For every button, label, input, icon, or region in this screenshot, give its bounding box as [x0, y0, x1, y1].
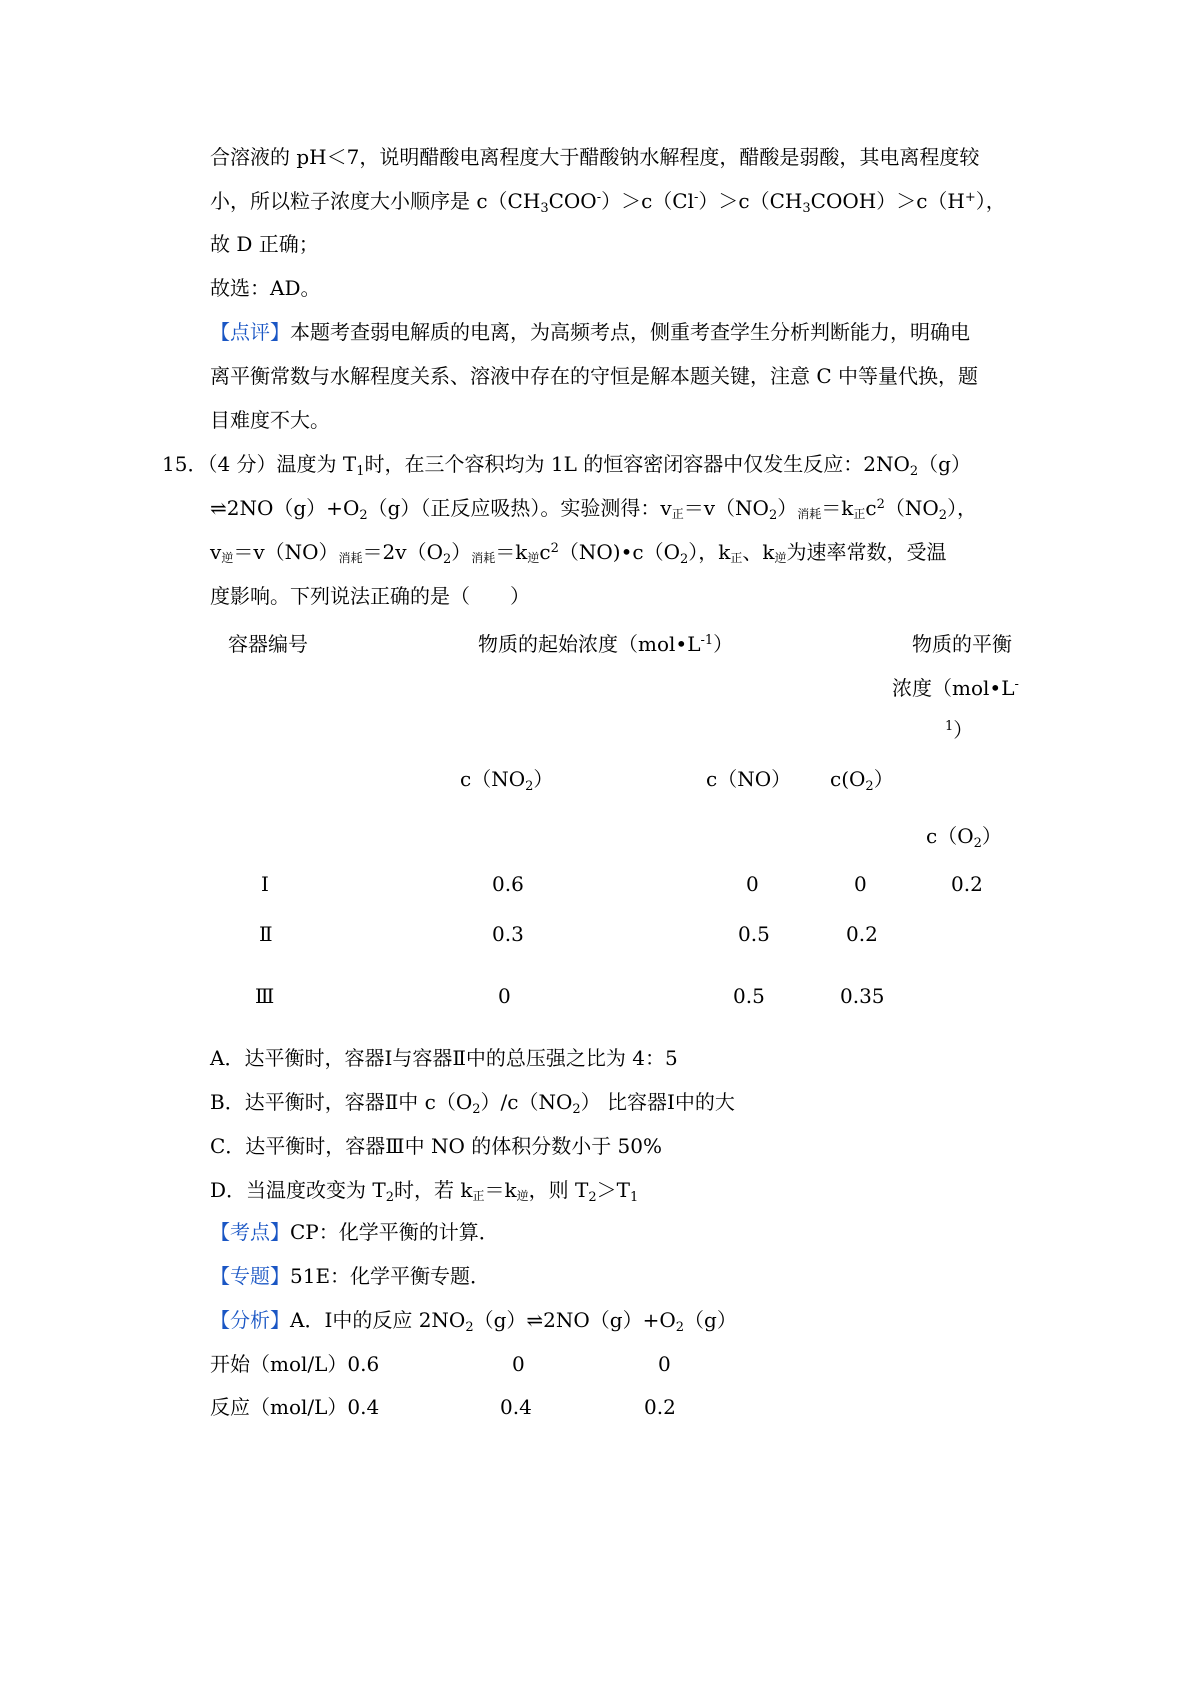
table-row-1-no2: 0.6 [492, 872, 524, 896]
subscript-label: 逆 [516, 1189, 529, 1203]
text: 浓度（mol•L [892, 676, 1015, 700]
subscript: 2 [768, 508, 778, 523]
text: （g）（正反应吸热）。实验测得：v [367, 496, 672, 520]
key-point-line [210, 1222, 1030, 1242]
subscript: 2 [572, 1102, 581, 1117]
subscript: 2 [909, 464, 919, 479]
text: c [865, 496, 877, 520]
text: ） [451, 540, 472, 564]
text: 合溶液的 pH＜7，说明醋酸电离程度大于醋酸钠水解程度，醋酸是弱酸，其电离程度较 [210, 145, 980, 169]
table-header-start-conc [478, 634, 733, 654]
subscript: 2 [938, 508, 948, 523]
subscript-label: 逆 [221, 551, 234, 565]
text: c（NO [460, 767, 526, 791]
subscript: 1 [356, 464, 365, 479]
subscript: 2 [385, 1190, 395, 1205]
text: ）， [975, 189, 1006, 213]
text: ） [981, 824, 1002, 848]
superscript: - [1014, 677, 1019, 692]
superscript: + [964, 190, 976, 205]
start-row-no: 0 [512, 1352, 525, 1376]
table-row-3-o2: 0.35 [840, 984, 885, 1008]
text: ＝2v（O [362, 540, 443, 564]
subscript: 2 [588, 1190, 597, 1205]
text: （NO)•c（O [558, 540, 680, 564]
text: 本题考查弱电解质的电离，为高频考点，侧重考查学生分析判断能力，明确电 [290, 320, 970, 344]
text: ） 比容器Ⅰ中的大 [580, 1090, 735, 1114]
subscript: 2 [525, 779, 534, 794]
start-row-o2: 0 [658, 1352, 671, 1376]
option-d [210, 1178, 1030, 1205]
text: （g）⇌2NO（g）+O [473, 1308, 676, 1332]
text: ＝v（NO [683, 496, 769, 520]
review-line-3 [210, 410, 1030, 430]
question-line-1 [162, 452, 982, 479]
text: 故 D 正确； [210, 232, 319, 256]
text: COO [548, 189, 597, 213]
text: ）＞c（Cl [601, 189, 695, 213]
text: ＝k [484, 1178, 517, 1202]
subscript: 2 [465, 1320, 474, 1335]
text: ＝k [495, 540, 528, 564]
col-header-no2 [460, 767, 554, 794]
subscript-label: 消耗 [338, 551, 363, 565]
table-row-3-no: 0.5 [733, 984, 765, 1008]
text: ，则 T [528, 1178, 589, 1202]
subscript: 2 [865, 779, 874, 794]
text: COOH）＞c（H [810, 189, 965, 213]
option-c: C．达平衡时，容器Ⅲ中 NO 的体积分数小于 50% [210, 1134, 663, 1158]
col-header-no: c（NO） [706, 767, 792, 791]
subscript: 2 [973, 836, 982, 851]
paragraph-line-2 [210, 189, 1030, 216]
table-row-1-eq-o2: 0.2 [951, 872, 983, 896]
text: D．当温度改变为 T [210, 1178, 386, 1202]
question-line-4 [210, 586, 1030, 606]
text: 小，所以粒子浓度大小顺序是 c（CH [210, 189, 541, 213]
table-header-eq-line-2 [892, 678, 1019, 698]
text: ）＞c（CH [698, 189, 803, 213]
paragraph-line-4 [210, 278, 1030, 298]
superscript: - [596, 190, 602, 205]
text: 51E：化学平衡专题． [290, 1264, 491, 1288]
table-row-3-no2: 0 [498, 984, 511, 1008]
text: ） [777, 496, 798, 520]
text: ⇌2NO（g）+O [210, 496, 360, 520]
superscript: -1 [700, 633, 714, 648]
table-row-1-o2: 0 [854, 872, 867, 896]
subscript: 3 [802, 201, 811, 216]
text: v [210, 540, 222, 564]
text: 目难度不大。 [210, 408, 330, 432]
paragraph-line-3 [210, 234, 1030, 254]
text: 为速率常数，受温 [786, 540, 947, 564]
text: ） [533, 767, 554, 791]
text: 、k [742, 540, 775, 564]
text: c（O [926, 824, 974, 848]
subscript: 2 [679, 552, 689, 567]
table-row-2-no: 0.5 [738, 922, 770, 946]
subscript-label: 消耗 [471, 551, 496, 565]
superscript: 2 [876, 497, 885, 512]
analysis-line [210, 1308, 1030, 1335]
topic-tag: 【专题】 [210, 1264, 290, 1288]
text: 离平衡常数与水解程度关系、溶液中存在的守恒是解本题关键，注意 C 中等量代换，题 [210, 364, 979, 388]
table-row-3-id: Ⅲ [255, 984, 275, 1008]
text: ）/c（NO [480, 1090, 573, 1114]
table-header-eq-line-1: 物质的平衡 [912, 632, 1012, 656]
react-row-no: 0.4 [500, 1395, 532, 1419]
key-point-tag: 【考点】 [210, 1220, 290, 1244]
col-header-o2 [830, 767, 894, 794]
superscript: - [694, 190, 699, 205]
text: ） [873, 767, 894, 791]
table-header-eq-line-3 [945, 720, 973, 740]
superscript: 2 [550, 541, 559, 556]
table-row-2-no2: 0.3 [492, 922, 524, 946]
subscript: 3 [540, 201, 549, 216]
subscript: 1 [629, 1190, 639, 1205]
start-row-label: 开始（mol/L）0.6 [210, 1352, 380, 1376]
table-row-1-id: Ⅰ [261, 872, 269, 896]
analysis-tag: 【分析】 [210, 1308, 290, 1332]
text: ），k [688, 540, 731, 564]
subscript-label: 消耗 [797, 507, 822, 521]
text: ）， [947, 496, 978, 520]
text: （g） [918, 452, 971, 476]
text: 度影响。下列说法正确的是（ ） [210, 584, 530, 608]
table-header-container: 容器编号 [228, 632, 308, 656]
subscript-label: 逆 [774, 551, 787, 565]
subscript-label: 正 [472, 1189, 485, 1203]
topic-line [210, 1266, 1030, 1286]
text: 时，若 k [394, 1178, 473, 1202]
review-line-1 [210, 322, 1030, 342]
text: A．Ⅰ中的反应 2NO [290, 1308, 466, 1332]
text: （NO [884, 496, 939, 520]
text: （g） [684, 1308, 737, 1332]
subscript: 2 [472, 1102, 481, 1117]
review-line-2 [210, 366, 1030, 386]
react-row-o2: 0.2 [644, 1395, 676, 1419]
subscript-label: 正 [853, 507, 866, 521]
table-row-2-id: Ⅱ [259, 922, 273, 946]
table-row-2-o2: 0.2 [846, 922, 878, 946]
text: ） [713, 632, 734, 656]
text: c(O [830, 767, 866, 791]
text: 物质的起始浓度（mol•L [478, 632, 701, 656]
text: ＝v（NO） [233, 540, 339, 564]
superscript: 1 [945, 719, 954, 734]
text: B．达平衡时，容器Ⅱ中 c（O [210, 1090, 473, 1114]
subscript-label: 逆 [527, 551, 540, 565]
text: ） [953, 718, 974, 742]
question-number: 15．（4 分）温度为 T [162, 452, 357, 476]
subscript-label: 正 [730, 551, 743, 565]
text: CP：化学平衡的计算． [290, 1220, 499, 1244]
question-line-3 [210, 540, 1030, 567]
text: ＝k [821, 496, 854, 520]
option-a: A．达平衡时，容器Ⅰ与容器Ⅱ中的总压强之比为 4：5 [210, 1046, 678, 1070]
table-row-1-no: 0 [746, 872, 759, 896]
col-header-eq-o2 [926, 824, 1002, 851]
paragraph-line-1 [210, 147, 1030, 167]
option-b [210, 1090, 1030, 1117]
text: c [539, 540, 551, 564]
react-row-label: 反应（mol/L）0.4 [210, 1395, 380, 1419]
text: 故选：AD。 [210, 276, 321, 300]
subscript-label: 正 [671, 507, 684, 521]
subscript: 2 [442, 552, 452, 567]
subscript: 2 [359, 508, 368, 523]
question-line-2 [210, 496, 1030, 523]
text: ＞T [596, 1178, 630, 1202]
text: 时，在三个容积均为 1L 的恒容密闭容器中仅发生反应：2NO [364, 452, 910, 476]
subscript: 2 [675, 1320, 685, 1335]
review-tag: 【点评】 [210, 320, 290, 344]
